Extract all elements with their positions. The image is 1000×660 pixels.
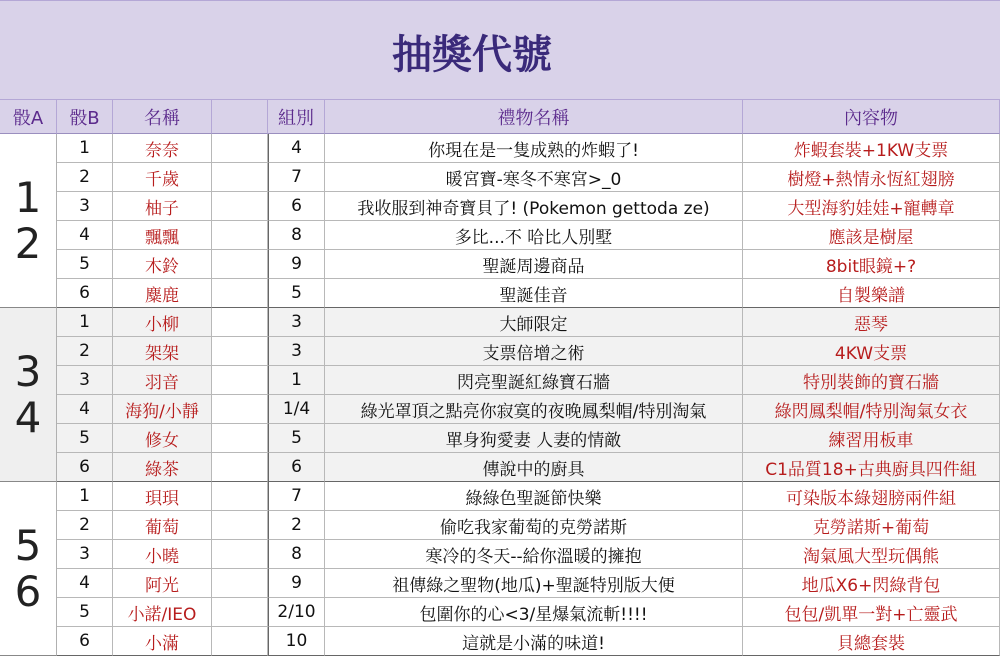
contents-cell: 練習用板車 <box>743 424 1000 453</box>
dice-b-cell: 5 <box>57 250 113 279</box>
name-cell: 海狗/小靜 <box>113 395 212 424</box>
gift-name-cell: 單身狗愛妻 人妻的情敵 <box>325 424 743 453</box>
contents-cell: 炸蝦套裝+1KW支票 <box>743 134 1000 163</box>
contents-cell: 大型海豹娃娃+寵轉章 <box>743 192 1000 221</box>
name-cell: 柚子 <box>113 192 212 221</box>
group-cell: 8 <box>268 221 325 250</box>
contents-cell: 樹燈+熱情永恆紅翅膀 <box>743 163 1000 192</box>
contents-cell: 特別裝飾的寶石牆 <box>743 366 1000 395</box>
group-cell: 5 <box>268 424 325 453</box>
header-contents: 內容物 <box>743 100 1000 134</box>
group-cell: 5 <box>268 279 325 308</box>
name-cell: 木鈴 <box>113 250 212 279</box>
dice-b-cell: 1 <box>57 308 113 337</box>
dice-b-cell: 5 <box>57 424 113 453</box>
group-cell: 10 <box>268 627 325 656</box>
contents-cell: 地瓜X6+閃綠背包 <box>743 569 1000 598</box>
dice-b-cell: 6 <box>57 453 113 482</box>
spacer-cell <box>212 511 268 540</box>
dice-b-cell: 4 <box>57 569 113 598</box>
gift-name-cell: 聖誕周邊商品 <box>325 250 743 279</box>
spacer-cell <box>212 424 268 453</box>
name-cell: 奈奈 <box>113 134 212 163</box>
dice-b-cell: 3 <box>57 192 113 221</box>
dice-a-value-top: 5 <box>14 520 42 570</box>
contents-cell: 包包/凱單一對+亡靈武 <box>743 598 1000 627</box>
spacer-cell <box>212 279 268 308</box>
gift-name-cell: 暖宮寶-寒冬不寒宮>_0 <box>325 163 743 192</box>
dice-a-value-bottom: 6 <box>14 566 42 616</box>
name-cell: 小曉 <box>113 540 212 569</box>
group-cell: 6 <box>268 453 325 482</box>
gift-name-cell: 傳說中的廚具 <box>325 453 743 482</box>
dice-b-cell: 1 <box>57 482 113 511</box>
contents-cell: 惡琴 <box>743 308 1000 337</box>
contents-cell: 應該是樹屋 <box>743 221 1000 250</box>
gift-name-cell: 包圍你的心<3/星爆氣流斬!!!! <box>325 598 743 627</box>
header-dice-b: 骰B <box>57 100 113 134</box>
dice-b-cell: 2 <box>57 163 113 192</box>
group-cell: 1 <box>268 366 325 395</box>
name-cell: 綠茶 <box>113 453 212 482</box>
name-cell: 小諾/IEO <box>113 598 212 627</box>
group-cell: 3 <box>268 337 325 366</box>
title-banner <box>0 0 1000 100</box>
dice-b-cell: 2 <box>57 337 113 366</box>
spacer-cell <box>212 540 268 569</box>
name-cell: 架架 <box>113 337 212 366</box>
dice-a-group <box>0 482 57 656</box>
gift-name-cell: 大師限定 <box>325 308 743 337</box>
dice-b-cell: 3 <box>57 366 113 395</box>
dice-b-cell: 6 <box>57 279 113 308</box>
gift-name-cell: 多比...不 哈比人別墅 <box>325 221 743 250</box>
spacer-cell <box>212 221 268 250</box>
spacer-cell <box>212 192 268 221</box>
dice-a-value-top: 3 <box>14 346 42 396</box>
gift-name-cell: 寒冷的冬天--給你溫暖的擁抱 <box>325 540 743 569</box>
spacer-cell <box>212 598 268 627</box>
contents-cell: C1品質18+古典廚具四件組 <box>743 453 1000 482</box>
dice-a-value-bottom: 4 <box>14 392 42 442</box>
contents-cell: 克勞諾斯+葡萄 <box>743 511 1000 540</box>
dice-b-cell: 2 <box>57 511 113 540</box>
gift-name-cell: 支票倍增之術 <box>325 337 743 366</box>
name-cell: 小柳 <box>113 308 212 337</box>
name-cell: 葡萄 <box>113 511 212 540</box>
group-cell: 7 <box>268 482 325 511</box>
dice-b-cell: 5 <box>57 598 113 627</box>
gift-name-cell: 祖傳綠之聖物(地瓜)+聖誕特別版大便 <box>325 569 743 598</box>
gift-name-cell: 聖誕佳音 <box>325 279 743 308</box>
spacer-cell <box>212 366 268 395</box>
gift-name-cell: 偷吃我家葡萄的克勞諾斯 <box>325 511 743 540</box>
dice-b-cell: 3 <box>57 540 113 569</box>
dice-b-cell: 1 <box>57 134 113 163</box>
group-cell: 2 <box>268 511 325 540</box>
name-cell: 麋鹿 <box>113 279 212 308</box>
gift-name-cell: 你現在是一隻成熟的炸蝦了! <box>325 134 743 163</box>
group-cell: 8 <box>268 540 325 569</box>
group-cell: 2/10 <box>268 598 325 627</box>
group-cell: 9 <box>268 250 325 279</box>
dice-a-group <box>0 308 57 482</box>
dice-b-cell: 4 <box>57 395 113 424</box>
name-cell: 飄飄 <box>113 221 212 250</box>
dice-a-group <box>0 134 57 308</box>
group-cell: 9 <box>268 569 325 598</box>
gift-name-cell: 綠綠色聖誕節快樂 <box>325 482 743 511</box>
spacer-cell <box>212 134 268 163</box>
spacer-cell <box>212 482 268 511</box>
contents-cell: 4KW支票 <box>743 337 1000 366</box>
page-title: 抽獎代號 <box>392 32 552 78</box>
spacer-cell <box>212 627 268 656</box>
name-cell: 羽音 <box>113 366 212 395</box>
gift-name-cell: 這就是小滿的味道! <box>325 627 743 656</box>
dice-a-value-top: 1 <box>14 172 42 222</box>
group-cell: 1/4 <box>268 395 325 424</box>
gift-name-cell: 綠光罩頂之點亮你寂寞的夜晚鳳梨帽/特別淘氣 <box>325 395 743 424</box>
name-cell: 修女 <box>113 424 212 453</box>
contents-cell: 貝總套裝 <box>743 627 1000 656</box>
dice-b-cell: 6 <box>57 627 113 656</box>
header-dice-a: 骰A <box>0 100 57 134</box>
header-group: 組別 <box>268 100 325 134</box>
spacer-cell <box>212 163 268 192</box>
spacer-cell <box>212 453 268 482</box>
spacer-cell <box>212 250 268 279</box>
name-cell: 小滿 <box>113 627 212 656</box>
gift-name-cell: 我收服到神奇寶貝了! (Pokemon gettoda ze) <box>325 192 743 221</box>
contents-cell: 自製樂譜 <box>743 279 1000 308</box>
group-cell: 6 <box>268 192 325 221</box>
contents-cell: 可染版本綠翅膀兩件組 <box>743 482 1000 511</box>
gift-name-cell: 閃亮聖誕紅綠寶石牆 <box>325 366 743 395</box>
name-cell: 珼珼 <box>113 482 212 511</box>
header-name: 名稱 <box>113 100 212 134</box>
dice-a-value-bottom: 2 <box>14 218 42 268</box>
spacer-cell <box>212 395 268 424</box>
spacer-cell <box>212 308 268 337</box>
group-cell: 3 <box>268 308 325 337</box>
header-gift-name: 禮物名稱 <box>325 100 743 134</box>
name-cell: 阿光 <box>113 569 212 598</box>
spacer-cell <box>212 569 268 598</box>
dice-b-cell: 4 <box>57 221 113 250</box>
contents-cell: 綠閃鳳梨帽/特別淘氣女衣 <box>743 395 1000 424</box>
group-cell: 7 <box>268 163 325 192</box>
contents-cell: 8bit眼鏡+? <box>743 250 1000 279</box>
name-cell: 千歲 <box>113 163 212 192</box>
spacer-cell <box>212 337 268 366</box>
contents-cell: 淘氣風大型玩偶熊 <box>743 540 1000 569</box>
header-spacer <box>212 100 268 134</box>
group-cell: 4 <box>268 134 325 163</box>
